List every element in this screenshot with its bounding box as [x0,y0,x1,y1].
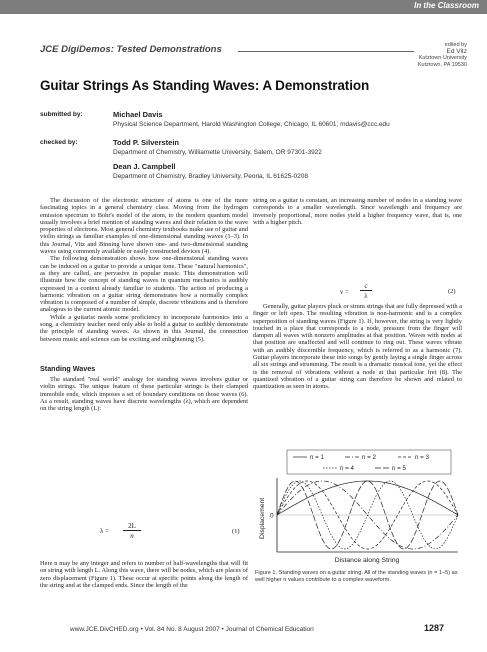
edited-by-label: edited by [444,42,467,48]
equation-1-numerator: 2L [123,522,141,531]
paragraph: The discussion of the electronic structure of atoms is one of the more fascinating topics in a general chemistry class. Moving from the hydrogen emission spectrum to Bohr's model of the atom, to the modern quantum model usually involves a brief mention of standing waves and their relation to the wave properties of electrons. Most general chemistry textbooks make use of guitar and violin strings as familiar examples of one-dimensional standing waves (1–3). In this Journal, Vitz and Binning have shown one- and two-dimensional standing waves using commonly available or easily constructed devices (4). [40,197,248,256]
editor-block [418,42,467,68]
editor-name: Ed Vitz [446,47,467,55]
legend-label: n = 4 [340,465,354,472]
checker2-affiliation: Department of Chemistry, Bradley University, Peoria, IL 61625-0208 [113,173,308,180]
submitter-affiliation: Physical Science Department, Harold Washington College, Chicago, IL 60601; mdavis@ccc.edu [113,121,390,128]
legend [293,454,429,472]
editor-affiliation: Kutztown University [418,55,467,62]
page-footer [70,626,314,633]
footer-volume: Vol. 84 No. 8 August 2007 [144,626,220,633]
legend-label: n = 5 [392,465,406,472]
y-axis-label: Displacement [259,497,266,539]
paragraph: string on a guitar is constant, an increasing number of nodes in a standing wave corresponds to a smaller wavelength. Since wavelength and frequency are inversely proportional, more nodes yield a higher frequency wave, that is, one with a higher pitch. [253,197,462,226]
equation-2-lhs: ν = [340,288,349,296]
legend-label: n = 1 [310,454,324,461]
legend-label: n = 3 [415,454,429,461]
left-column-continued [40,560,248,589]
paragraph: Generally, guitar players pluck or strum strings that are fully depressed with a finger or left open. The resulting vibration is non-harmonic and is a complex superposition of standing waves (Figure 1). If, however, the string is very lightly touched in a place that corresponds to a node, pressure from the finger will dampen all waves with nonzero amplitudes at that position. Waves with nodes at that position are unaffected and will continue to ring out. These waves vibrate with an audibly discernible frequency, which is referred to as a harmonic (7). Guitar players incorporate these into songs by gently laying a single finger across all six strings and strumming. The result is a dramatic musical tone, yet the effect is the removal of vibrations without a node at that particular fret (8). The quantized vibration of a guitar string can therefore be shown and related to quantization as seen in atoms. [253,303,462,391]
right-column-top [253,197,462,226]
checker2-name: Dean J. Campbell [113,162,176,171]
footer-journal: Journal of Chemical Education [225,626,314,633]
checked-by-label: checked by: [40,139,78,146]
left-column-standing-waves [40,376,248,412]
paragraph: While a guitarist needs some proficiency to incorporate harmonics into a song, a chemistry teacher need only able to hold a guitar to audibly demonstrate the principle of standing waves. As shown in this Journal, the connection between music and science can be exciting and enlightening (5). [40,313,248,343]
right-column-main [253,303,462,391]
equation-1-denominator: n [130,532,134,540]
equation-2-number: (2) [448,288,456,295]
legend-label: n = 2 [362,454,376,461]
section-label: In the Classroom [414,1,479,10]
figure-caption: Figure 1. Standing waves on a guitar string. All of the standing waves (n = 1–5) as well higher n values contribute to a complex waveform. [255,570,458,583]
wave-n1 [277,481,458,515]
y-zero-label: 0 [270,512,274,520]
editor-location: Kutztown, PA 19530 [417,61,467,68]
article-title: Guitar Strings As Standing Waves: A Demonstration [40,78,370,93]
checker1-name: Todd P. Silverstein [113,138,179,147]
equation-1-number: (1) [232,528,240,535]
checker1-affiliation: Department of Chemistry, Williamette University, Salem, OR 97301-3922 [113,149,322,156]
left-column-intro [40,197,248,343]
paragraph: Here n may be any integer and refers to number of half-wavelengths that will fit on string with length L. Along this wave, there will be nodes, which are places of zero displacement (Figure 1). These occur at specific points along the length of the string and at the clamped ends. Since the length of the [40,560,248,589]
section-heading: Standing Waves [40,364,96,373]
equation-1-lhs: λ = [100,527,110,535]
header-rule [238,51,414,52]
paragraph: The following demonstration shows how one-dimensional standing waves can be induced on a guitar to provide a unique tone. These "natural harmonics", as they are called, are pervasive in popular music. This demonstration will illustrate how the concept of standing waves in quantum mechanics is audibly expressed in a context already familiar to students. The action of producing a harmonic vibration on a guitar string demonstrates how a normally complex vibration is composed of a number of simple, discrete vibrations and is therefore analogous to the current atomic model. [40,255,248,314]
figure-standing-waves [253,448,463,566]
submitter-name: Michael Davis [113,110,163,119]
footer-url: www.JCE.DivCHED.org [70,626,139,633]
equation-2-denominator: λ [364,292,368,300]
equation-2-numerator: c [360,282,372,291]
series-title: JCE DigiDemos: Tested Demonstrations [40,44,222,55]
page-number: 1287 [424,623,445,633]
submitted-by-label: submitted by: [40,111,83,118]
paragraph: The standard "real world" analogy for standing waves involves guitar or violin strings. The unique feature of these particular strings is their clamped immobile ends, which imposes a set of boundary conditions on those waves (6). As a result, standing waves have discrete wavelengths (λ), which are dependent on the string length (L): [40,376,248,413]
footer-bullet: • [221,626,226,633]
footer-bullet: • [140,626,145,633]
x-axis-label: Distance along String [334,557,400,564]
